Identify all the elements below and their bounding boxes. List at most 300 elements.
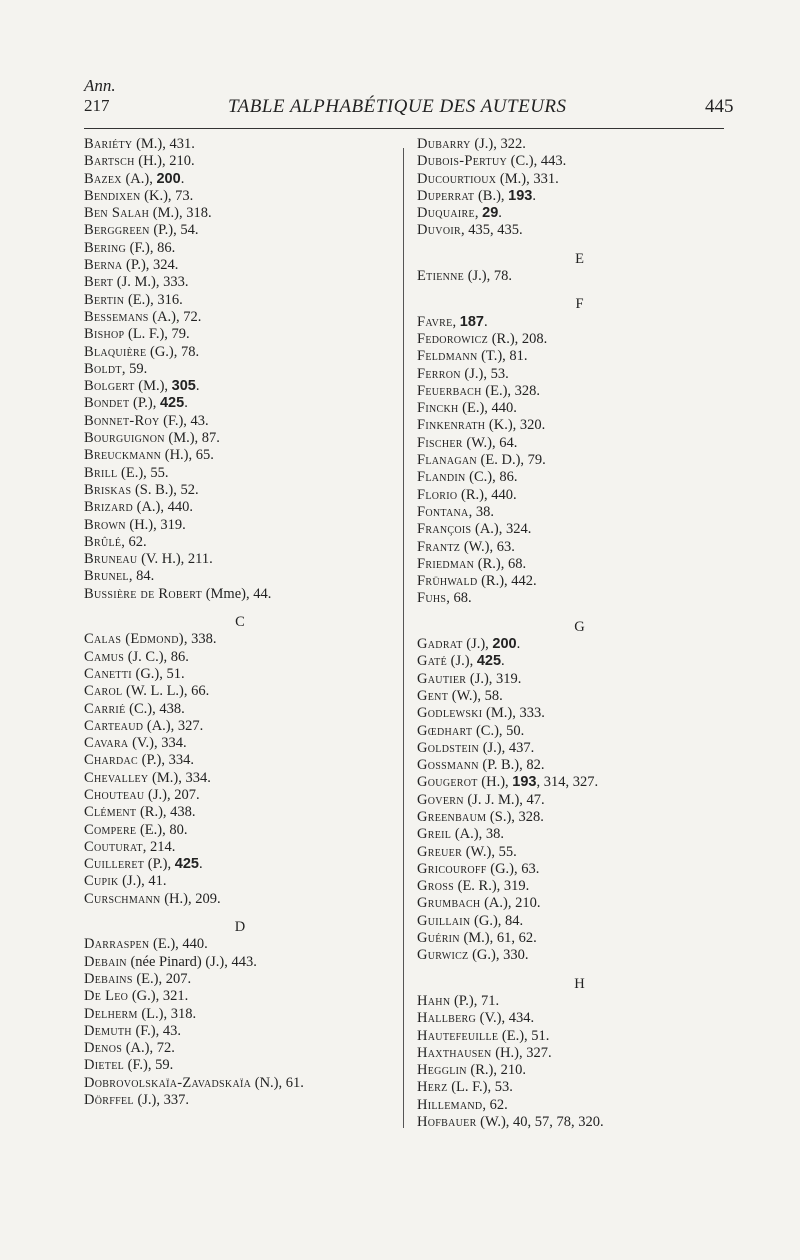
author-name: Bartsch bbox=[84, 153, 135, 170]
index-entry bbox=[417, 452, 742, 469]
author-name: Greenbaum bbox=[417, 808, 487, 825]
index-entry bbox=[417, 383, 742, 400]
index-entry bbox=[84, 1075, 396, 1092]
entry-reference: (P.), bbox=[129, 395, 160, 412]
author-name: Hallberg bbox=[417, 1010, 476, 1027]
author-name: Florio bbox=[417, 486, 458, 503]
index-entry bbox=[84, 988, 396, 1005]
author-name: Brizard bbox=[84, 499, 133, 516]
entry-reference: (K.), 73. bbox=[140, 187, 194, 204]
entry-reference: (R.), 440. bbox=[457, 486, 517, 503]
author-name: Curschmann bbox=[84, 890, 161, 907]
left-column bbox=[84, 136, 396, 1109]
entry-reference: (T.), 81. bbox=[477, 348, 528, 365]
index-entry bbox=[84, 136, 396, 153]
section-letter: G bbox=[574, 618, 585, 635]
page-ref-bold: 425 bbox=[159, 395, 185, 412]
author-name: Fontana bbox=[417, 503, 469, 520]
entry-tail: . bbox=[483, 313, 488, 330]
author-name: Denos bbox=[84, 1040, 123, 1057]
author-name: Gœdhart bbox=[417, 722, 473, 739]
index-entry bbox=[417, 400, 742, 417]
author-name: Hillemand bbox=[417, 1096, 483, 1113]
author-name: Hegglin bbox=[417, 1062, 467, 1079]
index-entry bbox=[84, 787, 396, 804]
entry-tail: . bbox=[498, 205, 502, 222]
author-name: Greil bbox=[417, 826, 452, 843]
index-entry bbox=[84, 954, 396, 971]
entry-reference: (J.), 337. bbox=[133, 1092, 189, 1109]
author-name: Cupik bbox=[84, 873, 119, 890]
author-name: Bering bbox=[84, 239, 127, 256]
entry-reference: , 84. bbox=[128, 568, 155, 585]
entry-reference: (V.), 434. bbox=[475, 1010, 535, 1027]
entry-reference: (M.), 334. bbox=[148, 769, 211, 786]
section-letter: H bbox=[574, 975, 585, 992]
entry-reference: (E.), 207. bbox=[132, 970, 192, 987]
author-name: Dietel bbox=[84, 1057, 125, 1074]
entry-reference: (J.), bbox=[462, 636, 493, 653]
entry-reference: (F.), 59. bbox=[124, 1057, 174, 1074]
author-name: Haxthausen bbox=[417, 1044, 492, 1061]
entry-reference: (E.), 80. bbox=[136, 821, 188, 838]
entry-reference: (E.), 440. bbox=[458, 400, 517, 417]
index-entry bbox=[417, 153, 742, 170]
index-entry bbox=[84, 344, 396, 361]
index-entry bbox=[84, 822, 396, 839]
entry-reference: (E.), 316. bbox=[124, 291, 183, 308]
index-entry bbox=[417, 205, 742, 222]
author-name: Gurwicz bbox=[417, 947, 469, 964]
section-gap bbox=[84, 603, 396, 614]
index-entry bbox=[417, 947, 742, 964]
index-entry bbox=[84, 517, 396, 534]
author-name: Duvoir bbox=[417, 222, 461, 239]
entry-reference: (J.), 322. bbox=[470, 136, 526, 152]
entry-reference: (C.), 50. bbox=[472, 722, 525, 739]
entry-reference: (A.), 440. bbox=[133, 499, 194, 516]
index-entry bbox=[417, 895, 742, 912]
entry-reference: (A.), 210. bbox=[480, 895, 541, 912]
author-name: Berna bbox=[84, 257, 123, 274]
author-name: François bbox=[417, 521, 472, 538]
page-title: TABLE ALPHABÉTIQUE DES AUTEURS bbox=[228, 96, 567, 117]
index-entry bbox=[84, 936, 396, 953]
entry-reference: (R.), 210. bbox=[466, 1062, 527, 1079]
entry-reference: (P.), bbox=[144, 856, 175, 873]
author-name: Gougerot bbox=[417, 774, 478, 791]
author-name: Debains bbox=[84, 970, 133, 987]
section-letter: D bbox=[234, 919, 246, 936]
entry-reference: (M.), 333. bbox=[482, 705, 545, 722]
entry-reference: (H.), bbox=[477, 774, 513, 791]
entry-reference: (H.), 210. bbox=[134, 153, 195, 170]
entry-reference: (J. J. M.), 47. bbox=[463, 791, 545, 808]
author-name: Darraspen bbox=[84, 936, 150, 953]
entry-reference: , 59. bbox=[121, 360, 148, 377]
entry-reference: (G.), 321. bbox=[128, 988, 189, 1005]
index-entry bbox=[417, 671, 742, 688]
index-entry bbox=[417, 757, 742, 774]
entry-reference: (L.), 318. bbox=[137, 1005, 197, 1022]
index-entry bbox=[84, 752, 396, 769]
index-entry bbox=[417, 861, 742, 878]
author-name: Guillain bbox=[417, 912, 471, 929]
entry-reference: (M.), 87. bbox=[164, 430, 220, 447]
index-entry bbox=[417, 774, 742, 791]
author-name: Bazex bbox=[84, 170, 122, 187]
entry-reference: (W.), 40, 57, 78, 320. bbox=[476, 1114, 604, 1131]
index-entry bbox=[417, 188, 742, 205]
author-name: Cavara bbox=[84, 735, 129, 752]
entry-reference: , 338. bbox=[183, 631, 217, 648]
entry-reference: (G.), 63. bbox=[486, 860, 540, 877]
entry-reference: (W.), 64. bbox=[462, 434, 518, 451]
index-entry bbox=[417, 504, 742, 521]
index-entry bbox=[84, 205, 396, 222]
section-gap bbox=[417, 965, 742, 976]
index-entry bbox=[84, 551, 396, 568]
entry-reference: (C.), 438. bbox=[125, 700, 185, 717]
index-entry bbox=[84, 430, 396, 447]
section-gap bbox=[417, 285, 742, 296]
index-entry bbox=[84, 153, 396, 170]
entry-reference: (G.), 51. bbox=[131, 665, 185, 682]
author-name: Demuth bbox=[84, 1022, 132, 1039]
entry-reference: (R.), 68. bbox=[474, 555, 527, 572]
author-name: Feldmann bbox=[417, 348, 478, 365]
entry-reference: (E. R.), 319. bbox=[454, 878, 530, 895]
author-name: Bishop bbox=[84, 326, 125, 343]
index-entry bbox=[84, 1006, 396, 1023]
entry-reference: (H.), 209. bbox=[160, 890, 221, 907]
author-name: Godlewski bbox=[417, 705, 483, 722]
index-entry bbox=[417, 590, 742, 607]
index-entry bbox=[417, 1062, 742, 1079]
running-head-annotation: Ann. bbox=[84, 76, 116, 95]
entry-reference: (W.), 58. bbox=[448, 687, 503, 704]
entry-reference: (W.), 55. bbox=[462, 843, 517, 860]
entry-reference: (M.), 318. bbox=[149, 205, 212, 222]
entry-reference: (J.), 53. bbox=[460, 365, 509, 382]
index-entry bbox=[417, 556, 742, 573]
entry-reference: (M.), 431. bbox=[132, 136, 195, 152]
author-name: Gossmann bbox=[417, 757, 479, 774]
entry-reference: (W. L. L.), 66. bbox=[122, 683, 210, 700]
index-entry bbox=[417, 913, 742, 930]
entry-reference: (J.), 319. bbox=[466, 670, 522, 687]
author-name: Camus bbox=[84, 648, 125, 665]
entry-reference: (F.), 43. bbox=[159, 412, 209, 429]
section-letter: E bbox=[575, 250, 584, 267]
entry-reference: , 68. bbox=[446, 590, 472, 607]
author-name: Bondet bbox=[84, 395, 130, 412]
author-name: Dubois-Pertuy bbox=[417, 153, 507, 170]
index-entry bbox=[417, 653, 742, 670]
header-rule bbox=[84, 128, 724, 129]
section-gap bbox=[84, 908, 396, 919]
index-entry bbox=[417, 1114, 742, 1131]
index-entry bbox=[417, 740, 742, 757]
index-entry bbox=[417, 878, 742, 895]
author-name: Canetti bbox=[84, 665, 132, 682]
entry-reference: (M.), 331. bbox=[496, 170, 559, 187]
index-entry bbox=[417, 809, 742, 826]
index-entry bbox=[84, 631, 396, 648]
entry-reference: (G.), 78. bbox=[146, 343, 200, 360]
index-entry bbox=[417, 469, 742, 486]
entry-reference: (L. F.), 53. bbox=[447, 1079, 513, 1096]
index-entry bbox=[84, 292, 396, 309]
entry-reference: (L. F.), 79. bbox=[124, 326, 190, 343]
index-entry bbox=[417, 826, 742, 843]
entry-reference: (R.), 208. bbox=[488, 330, 548, 347]
section-gap bbox=[417, 240, 742, 251]
entry-reference: (A.), 324. bbox=[471, 521, 532, 538]
entry-reference: (J.), 41. bbox=[118, 873, 167, 890]
index-entry bbox=[84, 395, 396, 412]
entry-reference: (H.), 327. bbox=[491, 1044, 552, 1061]
entry-reference: (A.), 72. bbox=[148, 308, 202, 325]
author-name: Bessemans bbox=[84, 308, 149, 325]
entry-reference: (B.), bbox=[474, 187, 509, 204]
entry-reference: , bbox=[452, 313, 460, 330]
author-name: Breuckmann bbox=[84, 447, 162, 464]
author-name: Bruneau bbox=[84, 551, 138, 568]
index-entry bbox=[84, 856, 396, 873]
author-name: Cuilleret bbox=[84, 856, 145, 873]
author-name: Blaquière bbox=[84, 343, 147, 360]
entry-reference: (E.), 51. bbox=[498, 1027, 550, 1044]
index-entry bbox=[417, 993, 742, 1010]
author-name: Fedorowicz bbox=[417, 330, 489, 347]
page-ref-bold: 425 bbox=[476, 653, 502, 670]
index-entry bbox=[417, 314, 742, 331]
index-entry bbox=[84, 240, 396, 257]
author-name: Gaté bbox=[417, 653, 448, 670]
index-entry bbox=[84, 1057, 396, 1074]
right-column bbox=[417, 136, 742, 1131]
entry-tail: . bbox=[516, 636, 521, 653]
index-entry bbox=[417, 688, 742, 705]
author-name: Bendixen bbox=[84, 187, 141, 204]
entry-reference: (P.), 71. bbox=[450, 992, 500, 1009]
index-entry bbox=[417, 417, 742, 434]
entry-tail: . bbox=[184, 395, 188, 412]
author-name: Duperrat bbox=[417, 187, 475, 204]
author-name: Bertin bbox=[84, 291, 125, 308]
author-name: Dörffel bbox=[84, 1092, 134, 1109]
entry-reference: (J.), 78. bbox=[464, 268, 512, 285]
page-number: 445 bbox=[705, 96, 734, 117]
index-entry bbox=[417, 930, 742, 947]
author-name: Gadrat bbox=[417, 636, 463, 653]
index-entry bbox=[417, 268, 742, 285]
author-name: Brill bbox=[84, 464, 118, 481]
author-name: Guérin bbox=[417, 930, 460, 947]
index-entry bbox=[84, 188, 396, 205]
entry-reference: (R.), 438. bbox=[136, 804, 196, 821]
entry-reference: , 62. bbox=[121, 533, 147, 550]
author-name: Hofbauer bbox=[417, 1114, 477, 1131]
entry-reference: (Mme), 44. bbox=[202, 585, 272, 602]
author-name: Grumbach bbox=[417, 895, 481, 912]
entry-reference: (née Pinard) (J.), 443. bbox=[126, 953, 257, 970]
index-entry bbox=[84, 413, 396, 430]
index-entry bbox=[417, 1097, 742, 1114]
index-entry bbox=[84, 447, 396, 464]
index-entry bbox=[84, 666, 396, 683]
index-entry bbox=[417, 705, 742, 722]
index-entry bbox=[84, 735, 396, 752]
entry-reference: (E.), 55. bbox=[117, 464, 169, 481]
index-entry bbox=[417, 1079, 742, 1096]
author-name: Carol bbox=[84, 683, 123, 700]
entry-reference: (J. C.), 86. bbox=[124, 648, 189, 665]
index-entry bbox=[84, 499, 396, 516]
author-name: Debain bbox=[84, 953, 127, 970]
index-entry bbox=[84, 309, 396, 326]
index-entry bbox=[84, 770, 396, 787]
index-entry bbox=[417, 1010, 742, 1027]
author-name: Chevalley bbox=[84, 769, 149, 786]
entry-reference: (J.), 437. bbox=[479, 739, 535, 756]
author-name: Chouteau bbox=[84, 786, 145, 803]
author-name: Clément bbox=[84, 804, 137, 821]
author-name: Carrié bbox=[84, 700, 126, 717]
index-entry bbox=[417, 366, 742, 383]
author-name: Carteaud bbox=[84, 717, 144, 734]
index-entry bbox=[84, 839, 396, 856]
author-name: Brunel bbox=[84, 568, 129, 585]
entry-reference: (J.), bbox=[447, 653, 477, 670]
author-name: Bourguignon bbox=[84, 430, 165, 447]
entry-tail: . bbox=[532, 187, 536, 204]
index-entry bbox=[417, 636, 742, 653]
index-entry bbox=[84, 274, 396, 291]
index-entry bbox=[84, 1040, 396, 1057]
page-ref-bold: 29 bbox=[482, 205, 499, 222]
author-name: Gent bbox=[417, 687, 449, 704]
author-name: Gautier bbox=[417, 670, 467, 687]
author-name: Govern bbox=[417, 791, 464, 808]
entry-reference: (H.), 319. bbox=[125, 516, 186, 533]
entry-reference: (E.), 440. bbox=[149, 936, 208, 953]
author-name: Frantz bbox=[417, 538, 461, 555]
entry-reference: (E.), 328. bbox=[481, 382, 541, 399]
author-name: Gricouroff bbox=[417, 860, 487, 877]
index-entry bbox=[84, 326, 396, 343]
entry-reference: (P.), 54. bbox=[149, 222, 199, 239]
author-name: Boldt bbox=[84, 360, 122, 377]
index-entry bbox=[417, 1028, 742, 1045]
index-entry bbox=[84, 361, 396, 378]
author-name: De Leo bbox=[84, 988, 129, 1005]
index-entry bbox=[84, 482, 396, 499]
index-entry bbox=[84, 873, 396, 890]
author-name: Bariéty bbox=[84, 136, 133, 152]
index-entry bbox=[417, 844, 742, 861]
entry-reference: (J.), 207. bbox=[144, 786, 200, 803]
author-name: Ducourtioux bbox=[417, 170, 497, 187]
index-entry bbox=[84, 586, 396, 603]
author-name: Friedman bbox=[417, 555, 475, 572]
author-name: Greuer bbox=[417, 843, 463, 860]
entry-reference: (S.), 328. bbox=[486, 808, 544, 825]
entry-reference: (V.), 334. bbox=[128, 735, 187, 752]
entry-reference: , 214. bbox=[142, 838, 176, 855]
author-name: Etienne bbox=[417, 268, 465, 285]
volume-number: 217 bbox=[84, 96, 110, 115]
entry-tail: . bbox=[501, 653, 505, 670]
index-entry bbox=[417, 539, 742, 556]
author-name: Couturat bbox=[84, 838, 143, 855]
author-name: Dobrovolskaïa-Zavadskaïa bbox=[84, 1074, 252, 1091]
page-ref-bold: 193 bbox=[512, 774, 537, 791]
entry-reference: (A.), 72. bbox=[122, 1040, 175, 1057]
author-name: Hautefeuille bbox=[417, 1027, 499, 1044]
column-divider bbox=[403, 148, 404, 1128]
index-entry bbox=[84, 891, 396, 908]
page-ref-bold: 200 bbox=[156, 170, 181, 187]
author-name: Hahn bbox=[417, 992, 451, 1009]
index-entry bbox=[84, 222, 396, 239]
entry-reference: (N.), 61. bbox=[251, 1074, 304, 1091]
author-name: Ferron bbox=[417, 365, 461, 382]
author-name: Compere bbox=[84, 821, 137, 838]
entry-reference: (P. B.), 82. bbox=[478, 757, 545, 774]
index-entry bbox=[417, 521, 742, 538]
index-entry bbox=[84, 171, 396, 188]
entry-reference: (E. D.), 79. bbox=[476, 452, 546, 469]
index-entry bbox=[84, 1023, 396, 1040]
entry-reference: (M.), 61, 62. bbox=[459, 930, 537, 947]
author-name: Chardac bbox=[84, 752, 138, 769]
entry-reference: (V. H.), 211. bbox=[137, 551, 213, 568]
author-name: Bert bbox=[84, 274, 114, 291]
author-name: Berggreen bbox=[84, 222, 150, 239]
index-entry bbox=[84, 718, 396, 735]
entry-reference: (A.), bbox=[121, 170, 157, 187]
author-name: Brûlé bbox=[84, 533, 122, 550]
entry-reference: (A.), 327. bbox=[143, 717, 204, 734]
entry-reference: (W.), 63. bbox=[460, 538, 515, 555]
page-ref-bold: 193 bbox=[508, 187, 533, 204]
entry-reference: (K.), 320. bbox=[485, 417, 546, 434]
section-letter: C bbox=[235, 614, 245, 631]
index-entry bbox=[417, 331, 742, 348]
author-name: Briskas bbox=[84, 481, 132, 498]
entry-reference: (F.), 43. bbox=[131, 1022, 182, 1039]
index-entry bbox=[84, 465, 396, 482]
entry-reference: (G.), 330. bbox=[468, 947, 529, 964]
entry-reference: , 62. bbox=[482, 1096, 508, 1113]
index-entry bbox=[84, 701, 396, 718]
author-name: Brown bbox=[84, 516, 126, 533]
entry-reference: , bbox=[474, 205, 483, 222]
index-entry bbox=[84, 534, 396, 551]
index-entry bbox=[84, 971, 396, 988]
index-entry bbox=[417, 792, 742, 809]
entry-reference: (G.), 84. bbox=[470, 912, 524, 929]
entry-reference: , 435, 435. bbox=[460, 222, 523, 239]
page-ref-bold: 200 bbox=[492, 636, 517, 653]
index-entry bbox=[417, 1045, 742, 1062]
index-entry bbox=[84, 568, 396, 585]
entry-reference: (F.), 86. bbox=[126, 239, 176, 256]
entry-tail: . bbox=[198, 856, 203, 873]
entry-reference: (C.), 86. bbox=[465, 469, 518, 486]
